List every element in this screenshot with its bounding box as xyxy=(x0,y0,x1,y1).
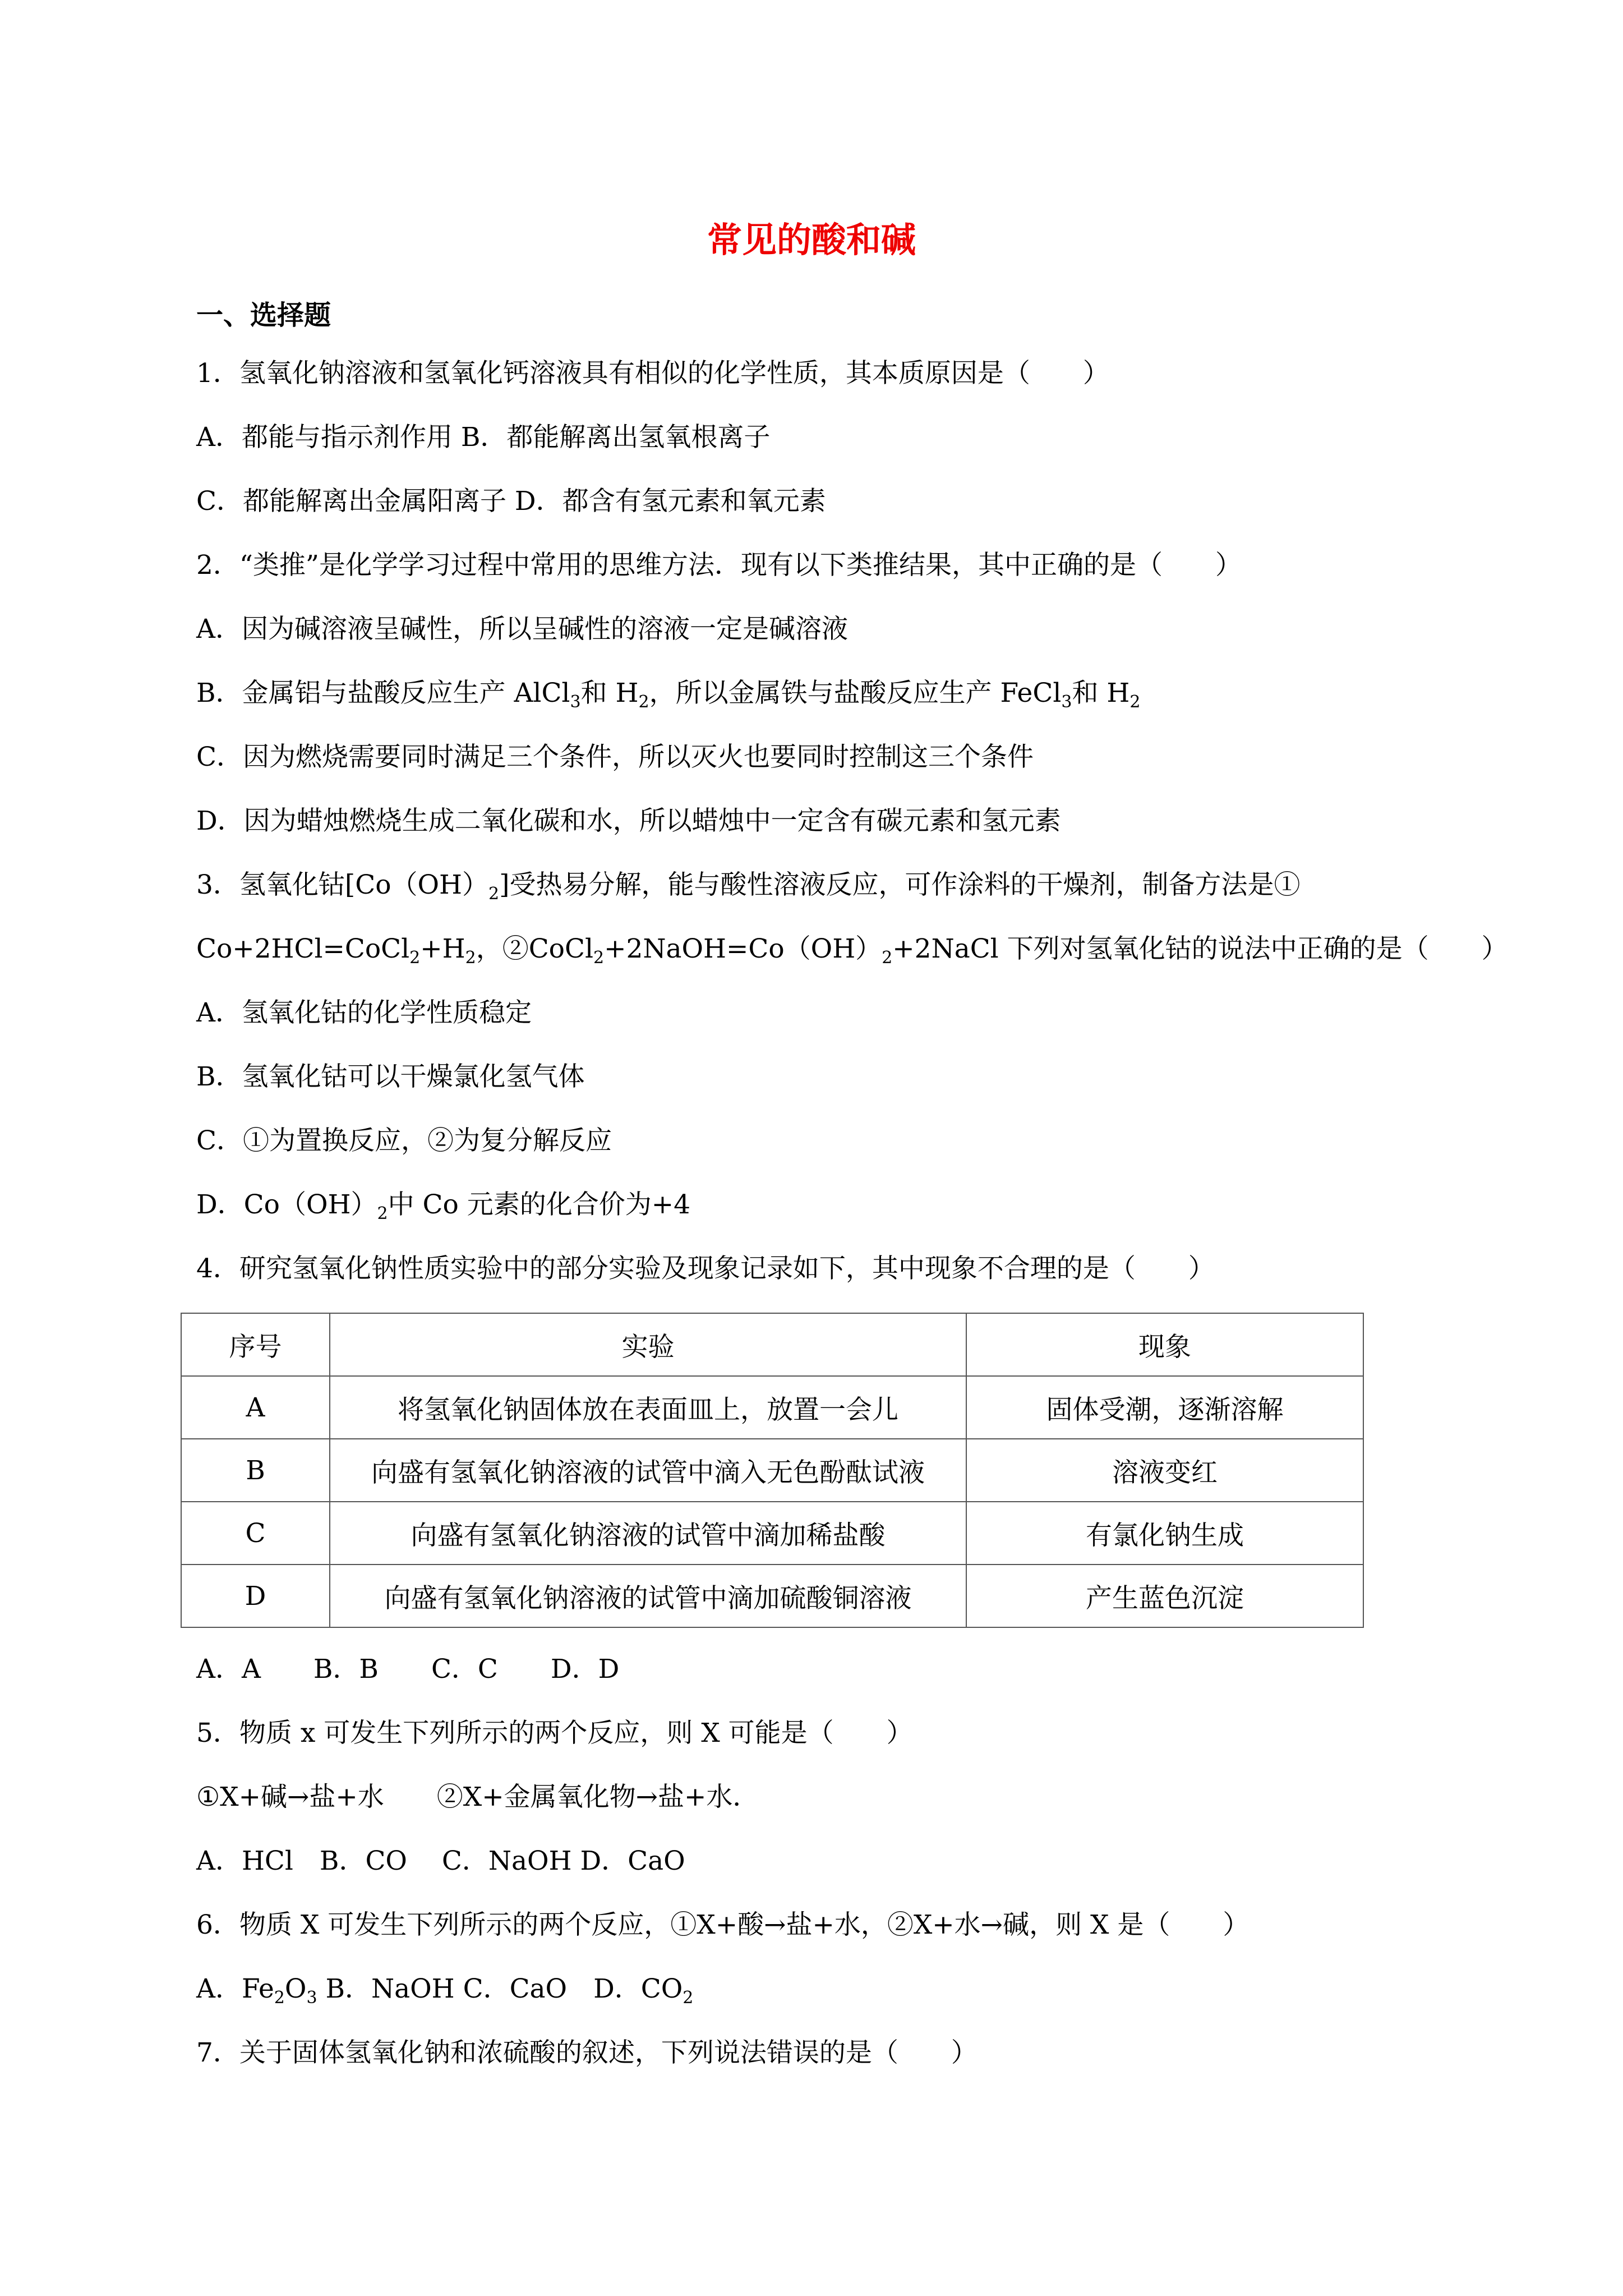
table-row xyxy=(181,1439,1363,1502)
question-4-stem: 4．研究氢氧化钠性质实验中的部分实验及现象记录如下，其中现象不合理的是（ ） xyxy=(196,1253,1215,1284)
table-cell: D xyxy=(181,1565,330,1627)
section-heading: 一、选择题 xyxy=(196,300,331,331)
table-cell: 将氢氧化钠固体放在表面皿上，放置一会儿 xyxy=(330,1376,966,1439)
table-cell: 向盛有氢氧化钠溶液的试管中滴加稀盐酸 xyxy=(330,1502,966,1565)
table-cell: 产生蓝色沉淀 xyxy=(966,1565,1363,1627)
table-header-cell: 实验 xyxy=(330,1313,966,1376)
table-cell: 向盛有氢氧化钠溶液的试管中滴加硫酸铜溶液 xyxy=(330,1565,966,1627)
question-6-stem: 6．物质 X 可发生下列所示的两个反应，①X+酸→盐+水，②X+水→碱，则 X 是（ ） xyxy=(196,1910,1249,1940)
question-2-option-c: C．因为燃烧需要同时满足三个条件，所以灭火也要同时控制这三个条件 xyxy=(196,742,1034,772)
question-5-reactions: ①X+碱→盐+水 ②X+金属氧化物→盐+水． xyxy=(196,1782,759,1812)
table-header-row xyxy=(181,1313,1363,1376)
question-3-option-b: B．氢氧化钴可以干燥氯化氢气体 xyxy=(196,1061,585,1092)
question-2-option-a: A．因为碱溶液呈碱性，所以呈碱性的溶液一定是碱溶液 xyxy=(196,614,848,645)
table-row xyxy=(181,1376,1363,1439)
table-header-cell: 现象 xyxy=(966,1313,1363,1376)
experiment-table xyxy=(181,1313,1364,1628)
table-row xyxy=(181,1502,1363,1565)
question-5-options: A．HCl B．CO C．NaOH D．CaO xyxy=(196,1846,685,1876)
table-cell: 固体受潮，逐渐溶解 xyxy=(966,1376,1363,1439)
question-3-stem-line-1: 3．氢氧化钴$[Co(OH)_2]$受热易分解，能与酸性溶液反应，可作涂料的干燥剂，制备方法是① xyxy=(196,869,1301,904)
question-2-stem: 2．“类推”是化学学习过程中常用的思维方法．现有以下类推结果，其中正确的是（ ） xyxy=(196,550,1242,581)
question-5-stem: 5．物质 x 可发生下列所示的两个反应，则 X 可能是（ ） xyxy=(196,1718,913,1749)
question-3-option-c: C．①为置换反应，②为复分解反应 xyxy=(196,1125,612,1156)
table-cell: A xyxy=(181,1376,330,1439)
question-2-option-d: D．因为蜡烛燃烧生成二氧化碳和水，所以蜡烛中一定含有碳元素和氢元素 xyxy=(196,806,1061,836)
page-title: 常见的酸和碱 xyxy=(707,219,916,260)
table-cell: 溶液变红 xyxy=(966,1439,1363,1502)
table-cell: 向盛有氢氧化钠溶液的试管中滴入无色酚酞试液 xyxy=(330,1439,966,1502)
question-1-options-ab: A．都能与指示剂作用 B．都能解离出氢氧根离子 xyxy=(196,422,771,453)
table-header-cell: 序号 xyxy=(181,1313,330,1376)
question-2-option-b: B．金属铝与盐酸反应生产 AlCl$_3$和 $H_2$，所以金属铁与盐酸反应生产 FeCl$_3$和 $H_2$ xyxy=(196,678,1141,712)
question-7-stem: 7．关于固体氢氧化钠和浓硫酸的叙述，下列说法错误的是（ ） xyxy=(196,2037,978,2068)
table-cell: B xyxy=(181,1439,330,1502)
question-1-stem: 1．氢氧化钠溶液和氢氧化钙溶液具有相似的化学性质，其本质原因是（ ） xyxy=(196,358,1109,389)
question-6-options: A．$Fe_2O_3$ B．NaOH C．CaO D．$CO_2$ xyxy=(196,1973,694,2008)
question-3-option-d: D．$Co(OH)_2$中 Co 元素的化合价为+4 xyxy=(196,1189,690,1223)
question-3-stem-line-2: $Co+2HCl=CoCl_2+H_2$，$②CoCl_2+2NaOH=Co(OH)_2+2NaCl$ 下列对氢氧化钴的说法中正确的是（ ） xyxy=(196,933,1508,968)
question-1-options-cd: C．都能解离出金属阳离子 D．都含有氢元素和氧元素 xyxy=(196,486,826,517)
question-3-option-a: A．氢氧化钴的化学性质稳定 xyxy=(196,997,532,1028)
table-cell: 有氯化钠生成 xyxy=(966,1502,1363,1565)
question-4-options: A．A B．B C．C D．D xyxy=(196,1654,620,1685)
table-cell: C xyxy=(181,1502,330,1565)
table-row xyxy=(181,1565,1363,1627)
